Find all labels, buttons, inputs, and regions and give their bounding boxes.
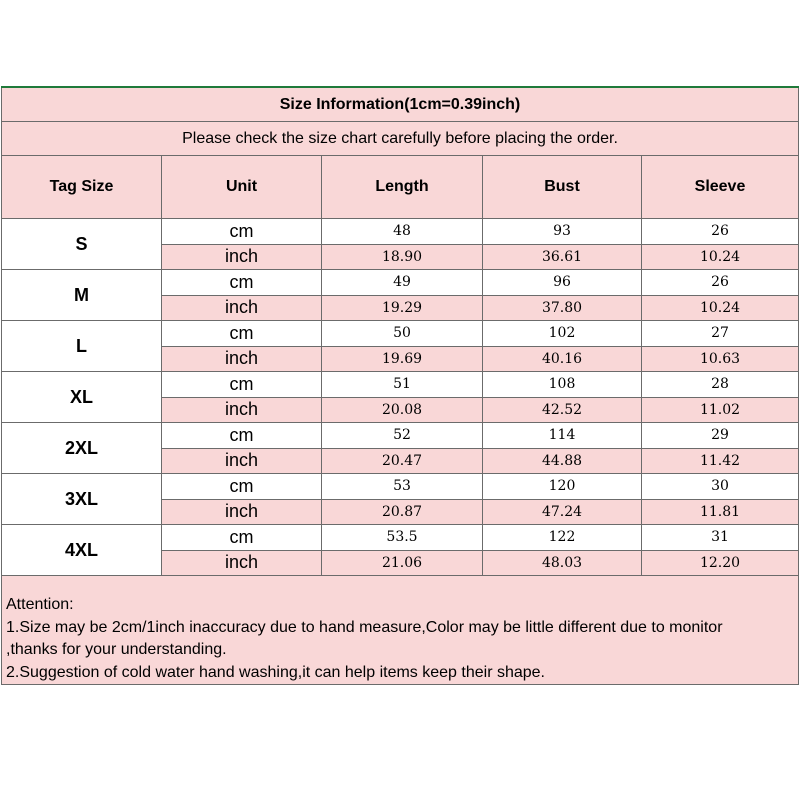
- measurement-lines: [162, 423, 799, 473]
- length-cell: 51: [322, 372, 483, 397]
- bust-cell: 102: [483, 321, 642, 346]
- length-cell: 50: [322, 321, 483, 346]
- measure-row-inch: [162, 347, 799, 372]
- tag-size-cell: 2XL: [2, 423, 162, 473]
- measure-row-cm: [162, 270, 799, 296]
- length-cell: 53.5: [322, 525, 483, 550]
- header-length: Length: [322, 156, 483, 218]
- unit-cell: inch: [162, 398, 322, 423]
- chart-subtitle: Please check the size chart carefully before placing the order.: [1, 122, 799, 156]
- sleeve-cell: 28: [642, 372, 799, 397]
- bust-cell: 120: [483, 474, 642, 499]
- size-group-4xl: [1, 525, 799, 576]
- measurement-lines: [162, 219, 799, 269]
- unit-cell: cm: [162, 219, 322, 244]
- unit-cell: inch: [162, 500, 322, 525]
- measurement-lines: [162, 321, 799, 371]
- chart-title: Size Information(1cm=0.39inch): [1, 88, 799, 122]
- tag-size-cell: 4XL: [2, 525, 162, 575]
- sleeve-cell: 30: [642, 474, 799, 499]
- bust-cell: 40.16: [483, 347, 642, 372]
- header-unit: Unit: [162, 156, 322, 218]
- unit-cell: inch: [162, 245, 322, 270]
- unit-cell: cm: [162, 321, 322, 346]
- length-cell: 21.06: [322, 551, 483, 576]
- sleeve-cell: 29: [642, 423, 799, 448]
- bust-cell: 108: [483, 372, 642, 397]
- bust-cell: 37.80: [483, 296, 642, 321]
- size-group-xl: [1, 372, 799, 423]
- unit-cell: cm: [162, 474, 322, 499]
- tag-size-cell: XL: [2, 372, 162, 422]
- size-group-l: [1, 321, 799, 372]
- note-line: 1.Size may be 2cm/1inch inaccuracy due to hand measure,Color may be little different due to monitor: [6, 618, 723, 636]
- unit-cell: inch: [162, 347, 322, 372]
- length-cell: 18.90: [322, 245, 483, 270]
- measure-row-cm: [162, 474, 799, 500]
- bust-cell: 114: [483, 423, 642, 448]
- measurement-lines: [162, 372, 799, 422]
- length-cell: 49: [322, 270, 483, 295]
- length-cell: 52: [322, 423, 483, 448]
- sleeve-cell: 11.81: [642, 500, 799, 525]
- length-cell: 53: [322, 474, 483, 499]
- unit-cell: cm: [162, 372, 322, 397]
- tag-size-cell: S: [2, 219, 162, 269]
- length-cell: 19.69: [322, 347, 483, 372]
- note-line: Attention:: [6, 596, 74, 613]
- sleeve-cell: 26: [642, 270, 799, 295]
- note-line: ,thanks for your understanding.: [6, 641, 227, 658]
- measure-row-inch: [162, 398, 799, 423]
- tag-size-cell: M: [2, 270, 162, 320]
- bust-cell: 47.24: [483, 500, 642, 525]
- sleeve-cell: 10.63: [642, 347, 799, 372]
- sleeve-cell: 10.24: [642, 245, 799, 270]
- bust-cell: 36.61: [483, 245, 642, 270]
- sleeve-cell: 31: [642, 525, 799, 550]
- table-header: [1, 156, 799, 219]
- bust-cell: 96: [483, 270, 642, 295]
- header-tag-size: Tag Size: [2, 156, 162, 218]
- length-cell: 19.29: [322, 296, 483, 321]
- sleeve-cell: 10.24: [642, 296, 799, 321]
- length-cell: 48: [322, 219, 483, 244]
- sleeve-cell: 12.20: [642, 551, 799, 576]
- header-bust: Bust: [483, 156, 642, 218]
- tag-size-cell: 3XL: [2, 474, 162, 524]
- length-cell: 20.08: [322, 398, 483, 423]
- measurement-lines: [162, 270, 799, 320]
- sleeve-cell: 26: [642, 219, 799, 244]
- header-sleeve: Sleeve: [642, 156, 799, 218]
- bust-cell: 48.03: [483, 551, 642, 576]
- size-group-2xl: [1, 423, 799, 474]
- size-chart: [1, 86, 799, 685]
- note-line: 2.Suggestion of cold water hand washing,it can help items keep their shape.: [6, 663, 545, 681]
- measure-row-cm: [162, 525, 799, 551]
- unit-cell: cm: [162, 525, 322, 550]
- measurement-lines: [162, 525, 799, 575]
- sleeve-cell: 11.42: [642, 449, 799, 474]
- measure-row-cm: [162, 321, 799, 347]
- measure-row-inch: [162, 296, 799, 321]
- table-body: [1, 219, 799, 576]
- attention-notes: [1, 576, 799, 685]
- bust-cell: 93: [483, 219, 642, 244]
- bust-cell: 42.52: [483, 398, 642, 423]
- length-cell: 20.47: [322, 449, 483, 474]
- measurement-lines: [162, 474, 799, 524]
- measure-row-cm: [162, 423, 799, 449]
- bust-cell: 122: [483, 525, 642, 550]
- unit-cell: cm: [162, 270, 322, 295]
- measure-row-cm: [162, 372, 799, 398]
- measure-row-inch: [162, 551, 799, 576]
- sleeve-cell: 27: [642, 321, 799, 346]
- size-group-s: [1, 219, 799, 270]
- size-group-3xl: [1, 474, 799, 525]
- length-cell: 20.87: [322, 500, 483, 525]
- unit-cell: cm: [162, 423, 322, 448]
- unit-cell: inch: [162, 449, 322, 474]
- unit-cell: inch: [162, 551, 322, 576]
- sleeve-cell: 11.02: [642, 398, 799, 423]
- size-group-m: [1, 270, 799, 321]
- tag-size-cell: L: [2, 321, 162, 371]
- measure-row-inch: [162, 500, 799, 525]
- measure-row-cm: [162, 219, 799, 245]
- measure-row-inch: [162, 449, 799, 474]
- unit-cell: inch: [162, 296, 322, 321]
- bust-cell: 44.88: [483, 449, 642, 474]
- measure-row-inch: [162, 245, 799, 270]
